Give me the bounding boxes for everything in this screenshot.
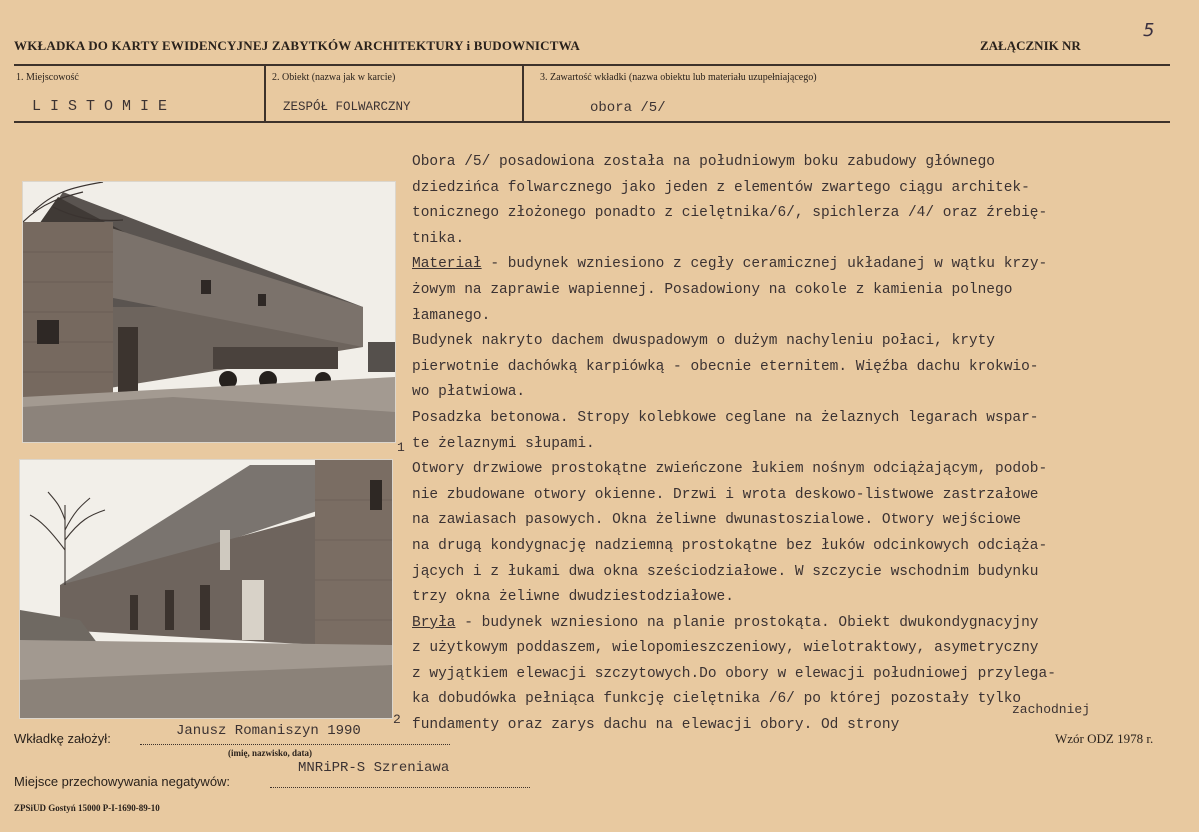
text-line: na zawiasach pasowych. Okna żeliwne dwunastoszialowe. Otwory wejściowe: [412, 512, 1022, 529]
photo-barn-1: [22, 181, 396, 443]
field-divider: [522, 66, 524, 122]
author-value: Janusz Romaniszyn 1990: [176, 723, 361, 739]
photo-2-number: 2: [393, 712, 401, 727]
text-line: na drugą kondygnację nadziemną prostokątne bez łuków odcinkowych odciąża-: [412, 537, 1048, 554]
form-version: Wzór ODZ 1978 r.: [1055, 731, 1154, 746]
locality-value: LISTOMIE: [32, 98, 177, 115]
form-title: WKŁADKA DO KARTY EWIDENCYJNEJ ZABYTKÓW ARCHITEKTURY i BUDOWNICTWA: [14, 38, 580, 53]
continuation-word: zachodniej: [1012, 702, 1091, 717]
header-rule: [14, 64, 1170, 66]
text-line: wo płatwiowa.: [412, 384, 526, 401]
text-line: z wyjątkiem elewacji szczytowych.Do obory w elewacji południowej przylega-: [412, 665, 1056, 682]
material-heading: Materiał: [412, 256, 482, 273]
text-line: te żelaznymi słupami.: [412, 435, 595, 452]
text-line: Otwory drzwiowe prostokątne zwieńczone łukiem nośnym odciążającym, podob-: [412, 461, 1048, 478]
object-value: ZESPÓŁ FOLWARCZNY: [283, 100, 411, 114]
field-divider: [264, 66, 266, 122]
text-line: pierwotnie dachówką karpiówką - obecnie eternitem. Więźba dachu krokwio-: [412, 358, 1039, 375]
negatives-value: MNRiPR-S Szreniawa: [298, 760, 450, 776]
text-line: jących i z łukami dwa okna sześciodziałowe. W szczycie wschodnim budynku: [412, 563, 1039, 580]
text-line: żowym na zaprawie wapiennej. Posadowiony na cokole z kamienia polnego: [412, 281, 1013, 298]
photo-1-number: 1: [397, 440, 405, 455]
text-line: Posadzka betonowa. Stropy kolebkowe ceglane na żelaznych legarach wspar-: [412, 409, 1039, 426]
attachment-label: ZAŁĄCZNIK NR: [980, 38, 1081, 53]
text-line: łamanego.: [412, 307, 491, 324]
text-line: tonicznego złożonego ponadto z cielętnika/6/, spichlerza /4/ oraz źrebię-: [412, 205, 1048, 222]
photo-barn-2: [19, 459, 393, 719]
description-text: [412, 150, 1192, 739]
text-line: ka dobudówka pełniąca funkcję cielętnika /6/ po której pozostały tylko: [412, 691, 1022, 708]
material-text: - budynek wzniesiono z cegły ceramicznej układanej w wątku krzy-: [481, 256, 1048, 273]
material-line: [412, 252, 1192, 278]
content-value: obora /5/: [590, 100, 666, 116]
text-line: Obora /5/ posadowiona została na południowym boku zabudowy głównego: [412, 154, 995, 170]
text-line: dziedzińca folwarcznego jako jeden z elementów zwartego ciągu architek-: [412, 179, 1030, 196]
text-line: Budynek nakryto dachem dwuspadowym o dużym nachyleniu połaci, kryty: [412, 333, 995, 350]
print-info: ZPSiUD Gostyń 15000 P-I-1690-89-10: [14, 803, 160, 813]
barn-photo-2-image: [20, 460, 392, 718]
object-label: 2. Obiekt (nazwa jak w karcie): [272, 72, 396, 83]
attachment-number: 5: [1143, 20, 1155, 41]
negatives-line: [270, 787, 530, 788]
text-line: nie zbudowane otwory okienne. Drzwi i wrota deskowo-listwowe zastrzałowe: [412, 486, 1039, 503]
locality-label: 1. Miejscowość: [16, 72, 79, 83]
author-hint: (imię, nazwisko, data): [228, 748, 312, 758]
bryla-line: [412, 611, 1192, 637]
text-line: fundamenty oraz zarys dachu na elewacji obory. Od strony: [412, 717, 900, 734]
negatives-label: Miejsce przechowywania negatywów:: [14, 774, 231, 789]
barn-photo-1-image: [23, 182, 395, 442]
content-label: 3. Zawartość wkładki (nazwa obiektu lub materiału uzupełniającego): [540, 72, 817, 83]
bryla-heading: Bryła: [412, 614, 456, 631]
author-line: [140, 744, 450, 745]
text-line: trzy okna żeliwne dwudziestodziałowe.: [412, 589, 734, 606]
author-label: Wkładkę założył:: [14, 731, 111, 746]
text-line: tnika.: [412, 230, 465, 247]
bryla-text: - budynek wzniesiono na planie prostokąta. Obiekt dwukondygnacyjny: [455, 614, 1039, 631]
text-line: z użytkowym poddaszem, wielopomieszczeniowy, wielotraktowy, asymetryczny: [412, 640, 1039, 657]
fields-rule: [14, 121, 1170, 123]
